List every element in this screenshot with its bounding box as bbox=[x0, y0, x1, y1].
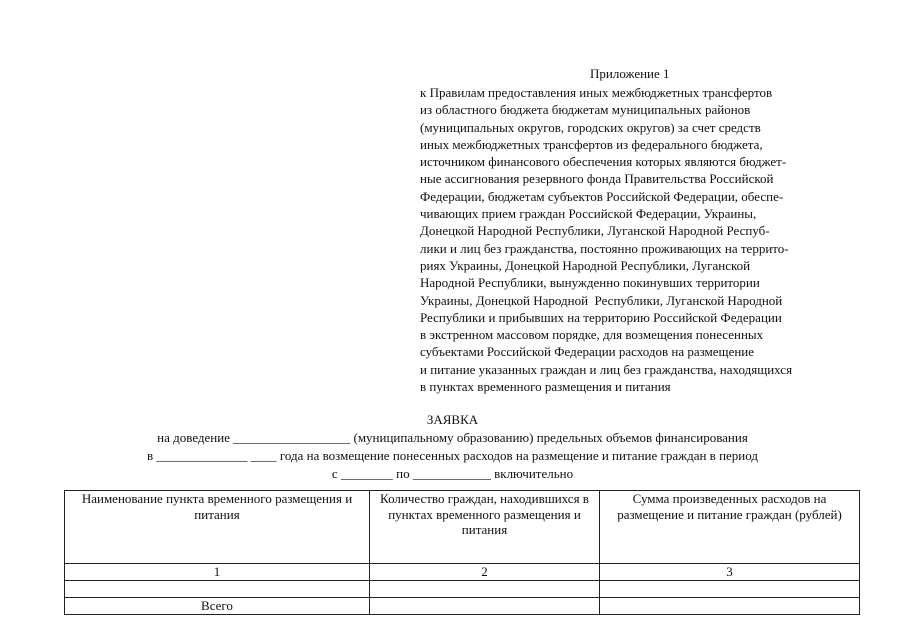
request-line-1: на доведение __________________ (муниципальному образованию) предельных объемов финансирования bbox=[157, 430, 748, 445]
request-table bbox=[64, 490, 860, 615]
appendix-line: чивающих прием граждан Российской Федерации, Украины, bbox=[420, 206, 757, 222]
request-heading: ЗАЯВКА bbox=[426, 412, 479, 427]
header-citizens-count: Количество граждан, находившихся в пунктах временного размещения и питания bbox=[370, 491, 600, 564]
appendix-line: иных межбюджетных трансфертов из федерального бюджета, bbox=[420, 136, 763, 152]
column-number-1: 1 bbox=[65, 564, 370, 581]
header-expenses-sum: Сумма произведенных расходов на размещение и питание граждан (рублей) bbox=[600, 491, 860, 564]
appendix-line: источником финансового обеспечения которых являются бюджет- bbox=[420, 154, 787, 170]
table-row bbox=[65, 581, 860, 598]
table-number-row bbox=[65, 564, 860, 581]
appendix-title: Приложение 1 bbox=[590, 66, 670, 81]
appendix-line: Донецкой Народной Республики, Луганской Народной Респуб- bbox=[420, 223, 770, 239]
appendix-line: в пунктах временного размещения и питания bbox=[420, 379, 671, 395]
appendix-line: лики и лиц без гражданства, постоянно проживающих на террито- bbox=[420, 240, 789, 256]
table-header-row bbox=[65, 491, 860, 564]
request-line-3: с ________ по ____________ включительно bbox=[331, 466, 574, 481]
table-cell bbox=[370, 581, 600, 598]
appendix-line: и питание указанных граждан и лиц без гражданства, находящихся bbox=[420, 361, 793, 377]
appendix-line: к Правилам предоставления иных межбюджетных трансфертов bbox=[420, 85, 773, 100]
appendix-line: субъектами Российской Федерации расходов на размещение bbox=[420, 344, 755, 360]
table-cell bbox=[65, 581, 370, 598]
column-number-2: 2 bbox=[370, 564, 600, 581]
appendix-line: Украины, Донецкой Народной Республики, Луганской Народной bbox=[420, 292, 783, 308]
header-point-name: Наименование пункта временного размещения и питания bbox=[65, 491, 370, 564]
appendix-line: (муниципальных округов, городских округов) за счет средств bbox=[420, 119, 761, 135]
appendix-line: из областного бюджета бюджетам муниципальных районов bbox=[420, 102, 751, 118]
appendix-line: Федерации, бюджетам субъектов Российской Федерации, обеспе- bbox=[420, 188, 784, 204]
table-total-row bbox=[65, 598, 860, 615]
table-cell bbox=[370, 598, 600, 615]
appendix-line: Республики и прибывших на территорию Российской Федерации bbox=[420, 309, 782, 325]
appendix-line: в экстренном массовом порядке, для возмещения понесенных bbox=[420, 327, 764, 343]
table-cell bbox=[600, 598, 860, 615]
column-number-3: 3 bbox=[600, 564, 860, 581]
appendix-description bbox=[420, 84, 860, 395]
total-label: Всего bbox=[65, 598, 370, 615]
request-line-2: в ______________ ____ года на возмещение понесенных расходов на размещение и питание граждан в период bbox=[146, 448, 758, 463]
table-cell bbox=[600, 581, 860, 598]
appendix-line: риях Украины, Донецкой Народной Республики, Луганской bbox=[420, 257, 751, 273]
appendix-line: ные ассигнования резервного фонда Правительства Российской bbox=[420, 171, 774, 187]
appendix-line: Народной Республики, вынужденно покинувших территории bbox=[420, 275, 760, 291]
